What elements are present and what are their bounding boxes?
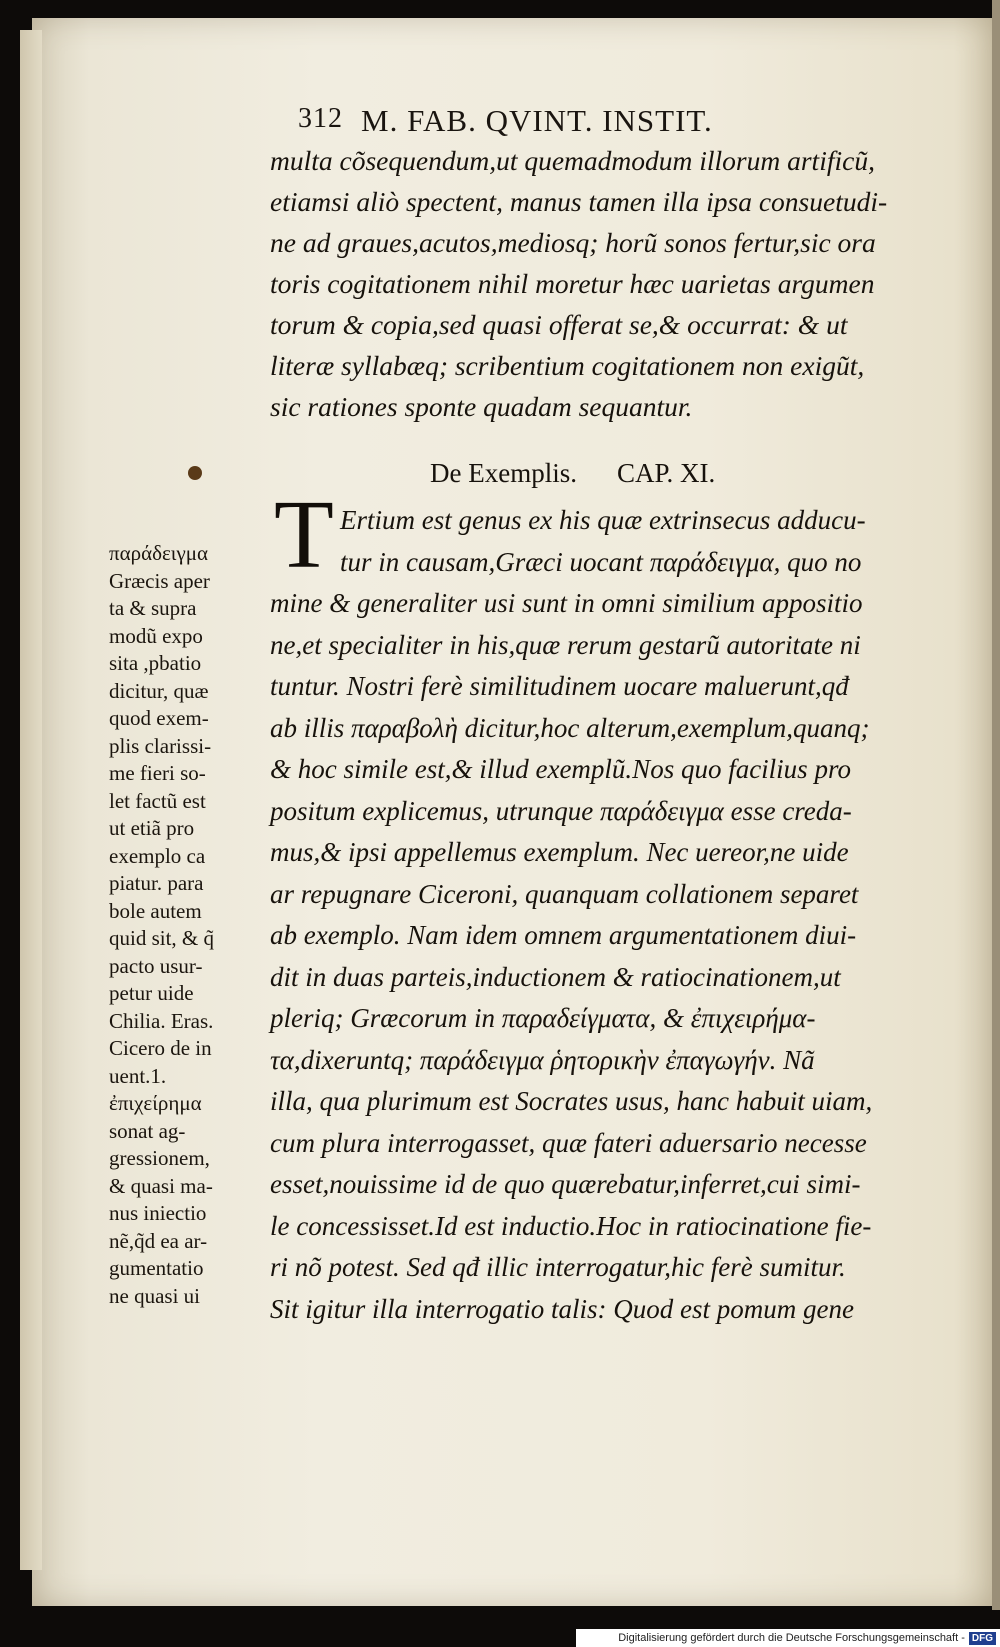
text-line: torum & copia,sed quasi offerat se,& occurrat: & ut [270,309,848,340]
text-line: sic rationes sponte quadam sequantur. [270,391,693,422]
margin-line: petur uide [109,981,194,1005]
text-line: ar repugnare Ciceroni, quanquam collationem separet [270,878,859,909]
margin-line: ta & supra [109,596,197,620]
margin-line: exemplo ca [109,843,206,868]
margin-line: uent.1. [109,1063,167,1088]
text-line: illa, qua plurimum est Socrates usus, hanc habuit uiam, [270,1086,873,1116]
margin-line: let factũ est [109,788,206,813]
margin-line: ne quasi ui [109,1283,200,1308]
margin-line: piatur. para [109,871,204,895]
text-line: ab exemplo. Nam idem omnem argumentationem diui- [270,920,857,950]
text-line: positum explicemus, utrunque παράδειγμα esse creda- [270,795,852,826]
text-line: dit in duas parteis,inductionem & ratiocinationem,ut [270,961,841,992]
margin-line: Chilia. Eras. [109,1008,214,1033]
text-line: tur in causam,Græci uocant παράδειγμα, quo no [340,546,862,577]
text-line: literæ syllabæq; scribentium cogitationem non exigũt, [270,350,865,381]
drop-capital: T [274,481,334,589]
binding-strip [992,0,1000,1610]
footer-text: Digitalisierung gefördert durch die Deutsche Forschungsgemeinschaft - [618,1632,965,1644]
text-line: mine & generaliter usi sunt in omni similium appositio [270,588,863,618]
text-line: tuntur. Nostri ferè similitudinem uocare maluerunt,qđ [270,671,849,701]
text-line: etiamsi aliò spectent, manus tamen illa ipsa consuetudi- [270,186,888,217]
margin-line: Cicero de in [109,1036,212,1060]
text-line: ne,et specialiter in his,quæ rerum gestarũ autoritate ni [270,629,861,660]
margin-line: bole autem [109,898,202,923]
dfg-logo: DFG [969,1632,996,1645]
text-line: cum plura interrogasset, quæ fateri aduersario necesse [270,1127,867,1158]
chapter-heading [430,458,715,489]
margin-line: gumentatio [109,1256,204,1280]
margin-line: Græcis aper [109,568,210,593]
running-title: M. FAB. QVINT. INSTIT. [361,103,713,138]
margin-line: dicitur, quæ [109,678,209,703]
text-line: esset,nouissime id de quo quærebatur,inferret,cui simi- [270,1169,861,1199]
text-line: toris cogitationem nihil moretur hæc uarietas argumen [270,268,875,299]
continuation-text [270,140,960,427]
text-line: multa cõsequendum,ut quemadmodum illorum artificũ, [270,145,875,176]
margin-line: quid sit, & q̃ [109,926,215,950]
margin-line: nus iniectio [109,1201,207,1225]
margin-line: & quasi ma- [109,1173,213,1198]
margin-line: quod exem- [109,706,209,730]
text-line: ne ad graues,acutos,mediosq; horũ sonos fertur,sic ora [270,227,876,258]
text-line: τα,dixeruntq; παράδειγμα ῥητορικὴν ἐπαγωγήν. Nã [270,1044,815,1075]
chapter-number: CAP. XI. [616,458,716,488]
running-header [298,103,898,139]
margin-line: gressionem, [109,1146,210,1170]
text-line: & hoc simile est,& illud exemplũ.Nos quo facilius pro [270,754,851,784]
text-line: Ertium est genus ex his quæ extrinsecus adducu- [340,505,866,535]
margin-bullet-mark [188,466,202,480]
text-line: ab illis παραβολὴ dicitur,hoc alterum,exemplum,quanq; [270,712,870,743]
text-line: mus,& ipsi appellemus exemplum. Nec uereor,ne uide [270,837,849,867]
margin-line: ἐπιχείρημα [109,1091,202,1115]
text-line: pleriq; Græcorum in παραδείγματα, & ἐπιχειρήμα- [270,1003,816,1033]
margin-line: ut etiã pro [109,816,195,840]
margin-line: me fieri so- [109,761,206,785]
text-line: ri nõ potest. Sed qđ illic interrogatur,hic ferè sumitur. [270,1252,846,1282]
chapter-title: De Exemplis. [430,458,577,488]
margin-line: plis clarissi- [109,733,212,758]
page-number: 312 [298,103,343,134]
margin-line: sonat ag- [109,1118,186,1143]
margin-line: modũ expo [109,623,203,648]
text-line: Sit igitur illa interrogatio talis: Quod est pomum gene [270,1293,854,1324]
margin-line: nẽ,q̃d ea ar- [109,1228,208,1253]
main-text [270,500,970,1330]
margin-line: sita ,pbatio [109,651,202,675]
page-edge [20,30,42,1570]
text-line: le concessisset.Id est inductio.Hoc in ratiocinatione fie- [270,1210,872,1241]
digitization-footer [576,1629,1000,1647]
margin-note [109,540,264,1310]
margin-line: pacto usur- [109,953,203,978]
margin-line: παράδειγμα [109,541,208,565]
